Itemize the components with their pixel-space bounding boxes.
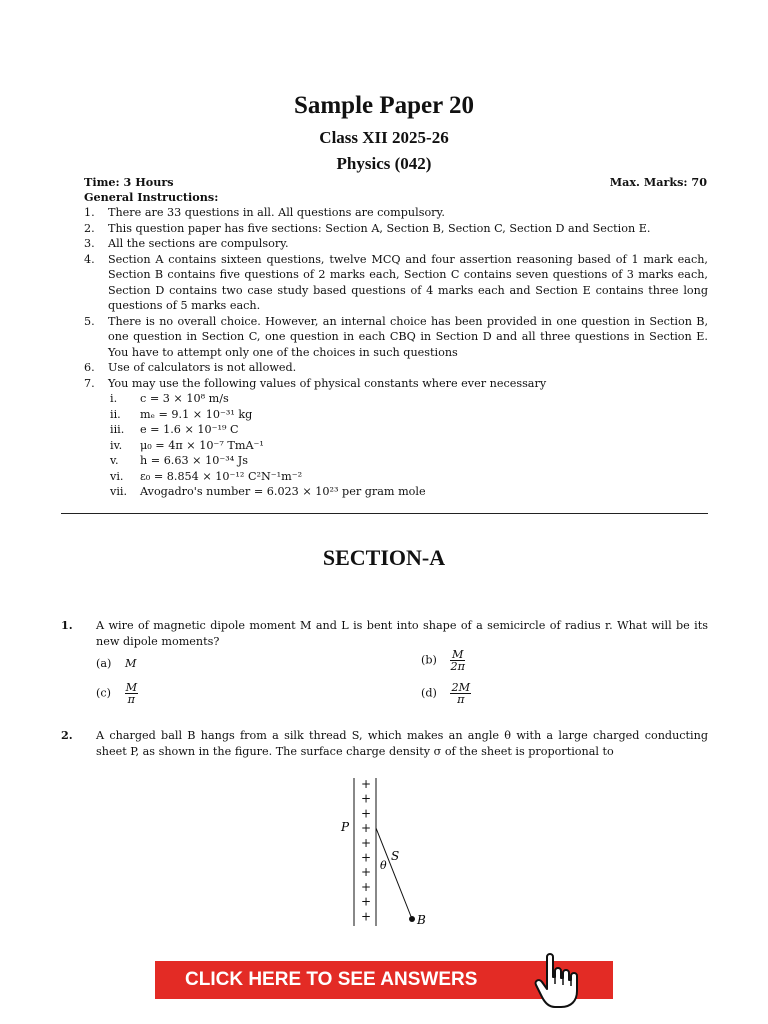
constant-numeral: v.: [110, 454, 119, 467]
instruction-text: Use of calculators is not allowed.: [108, 361, 297, 374]
constant-text: e = 1.6 × 10⁻¹⁹ C: [140, 423, 239, 436]
constant-numeral: vii.: [110, 485, 128, 498]
constant-item: [108, 469, 708, 485]
constant-text: mₑ = 9.1 × 10⁻³¹ kg: [140, 407, 253, 421]
fraction-numerator: M: [125, 681, 138, 694]
plus-sign: +: [361, 894, 372, 909]
fraction-denominator: π: [127, 693, 135, 706]
instruction-number: 6.: [84, 361, 95, 374]
option-label: (a): [96, 657, 112, 670]
instruction-text: There are 33 questions in all. All questions are compulsory.: [108, 206, 445, 219]
constant-text: h = 6.63 × 10⁻³⁴ Js: [140, 454, 248, 467]
plus-sign: +: [361, 806, 372, 821]
option-a: [96, 656, 136, 672]
constant-text: ε₀ = 8.854 × 10⁻¹² C²N⁻¹m⁻²: [140, 469, 303, 483]
max-marks: Max. Marks: 70: [609, 175, 707, 189]
ball-label: B: [417, 913, 426, 927]
constant-item: [108, 391, 708, 407]
question-text: A wire of magnetic dipole moment M and L is bent into shape of a semicircle of radius r. What will be its new dipole moments?: [96, 619, 708, 648]
option-c: [96, 682, 138, 705]
instruction-text: All the sections are compulsory.: [108, 237, 289, 250]
constant-numeral: ii.: [110, 407, 121, 421]
constant-item: [108, 422, 708, 438]
instruction-text: There is no overall choice. However, an internal choice has been provided in one question in Section B, one question in Section C, one question in each CBQ in Section D and all three questions in Section E. You have to attempt only one of the choices in such questions: [108, 314, 708, 359]
constant-item: [108, 438, 708, 454]
instruction-item: [84, 360, 708, 376]
constants-list: [108, 391, 708, 500]
instruction-number: 3.: [84, 237, 95, 250]
instructions-list: [84, 205, 708, 500]
general-instructions-heading: General Instructions:: [84, 190, 219, 204]
class-line: Class XII 2025-26: [319, 128, 449, 147]
constant-numeral: iv.: [110, 438, 123, 452]
option-fraction: [125, 682, 138, 705]
plus-sign: +: [361, 835, 372, 850]
constant-text: Avogadro's number = 6.023 × 10²³ per gram mole: [140, 485, 426, 498]
sheet-label: P: [341, 820, 350, 834]
pointing-hand-icon: [533, 951, 583, 1009]
constant-item: [108, 484, 708, 500]
plus-sign: +: [361, 879, 372, 894]
instruction-item: [84, 314, 708, 361]
page-title: Sample Paper 20: [293, 92, 475, 119]
charged-ball: [409, 916, 415, 922]
instruction-item: [84, 252, 708, 314]
fraction-denominator: 2π: [450, 660, 465, 673]
section-heading: SECTION-A: [322, 545, 446, 570]
plus-sign: +: [361, 850, 372, 865]
constant-text: c = 3 × 10⁸ m/s: [140, 392, 229, 405]
charged-sheet-figure: [330, 776, 440, 932]
question-number: 2.: [61, 728, 73, 742]
instruction-number: 1.: [84, 206, 95, 219]
option-label: (b): [421, 653, 437, 667]
thread-label: S: [391, 849, 400, 863]
constant-item: [108, 453, 708, 469]
silk-thread: [376, 828, 412, 919]
section-divider: [61, 513, 708, 514]
see-answers-button[interactable]: [155, 961, 613, 999]
instruction-item: [84, 236, 708, 252]
plus-sign: +: [361, 821, 372, 836]
angle-label: θ: [380, 859, 387, 872]
instruction-text: You may use the following values of physical constants where ever necessary: [108, 376, 547, 390]
charge-signs: [361, 777, 371, 923]
question-number: 1.: [61, 618, 73, 632]
option-fraction: [450, 682, 471, 705]
instruction-text: This question paper has five sections: Section A, Section B, Section C, Section D and Section E.: [108, 221, 651, 235]
instruction-number: 5.: [84, 314, 95, 328]
fraction-denominator: π: [457, 693, 465, 706]
plus-sign: +: [361, 865, 372, 880]
instruction-item: [84, 376, 708, 500]
instruction-item: [84, 205, 708, 221]
constant-item: [108, 407, 708, 423]
plus-sign: +: [361, 909, 372, 924]
question-text: A charged ball B hangs from a silk thread S, which makes an angle θ with a large charged conducting sheet P, as shown in the figure. The surface charge density σ of the sheet is proportional to: [96, 729, 708, 758]
option-value: M: [124, 657, 137, 670]
instruction-text: Section A contains sixteen questions, twelve MCQ and four assertion reasoning based of 1 mark each, Section B contains five questions of 2 marks each, Section C contains seven questions of 3 marks each, Section D contains two case study based questions of 4 marks each and Section E contains three long questions of 5 marks each.: [108, 252, 708, 312]
fraction-numerator: 2M: [451, 681, 471, 694]
subject-line: Physics (042): [336, 154, 432, 173]
instruction-number: 4.: [84, 252, 95, 266]
option-label: (d): [421, 686, 437, 700]
time-allowed: Time: 3 Hours: [84, 175, 174, 189]
constant-numeral: iii.: [110, 423, 125, 436]
fraction-numerator: M: [451, 648, 464, 661]
constant-text: μ₀ = 4π × 10⁻⁷ TmA⁻¹: [140, 438, 264, 452]
constant-numeral: vi.: [110, 469, 124, 483]
option-b: [421, 649, 465, 672]
instruction-item: [84, 221, 708, 237]
option-d: [421, 682, 471, 705]
see-answers-label: CLICK HERE TO SEE ANSWERS: [185, 969, 478, 990]
instruction-number: 7.: [84, 376, 95, 390]
plus-sign: +: [361, 777, 372, 791]
plus-sign: +: [361, 791, 372, 806]
option-fraction: [450, 649, 464, 672]
instruction-number: 2.: [84, 221, 95, 235]
option-label: (c): [96, 686, 111, 700]
constant-numeral: i.: [110, 392, 118, 405]
